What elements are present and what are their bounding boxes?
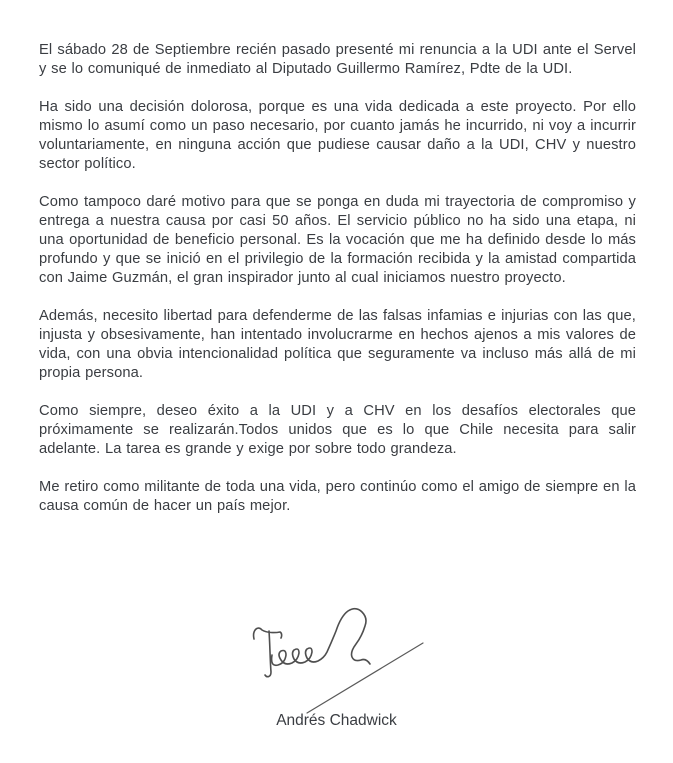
letter-paragraph-5: Como siempre, deseo éxito a la UDI y a CHV en los desafíos electorales que próximamente se realizarán.Todos unidos que es lo que Chile necesita para salir adelante. La tarea es grande y exige por sobre todo grandeza. [39,403,636,457]
letter-paragraph-4: Además, necesito libertad para defenderme de las falsas infamias e injurias con las que, injusta y obsesivamente, han intentado involucrarme en hechos ajenos a mis valores de vida, con una obvia intencionalidad política que seguramente va incluso más allá de mi propia persona. [39,308,636,381]
signature-tbar-stroke [254,628,282,639]
letter-paragraph-1: El sábado 28 de Septiembre recién pasado presenté mi renuncia a la UDI ante el Servel y se lo comuniqué de inmediato al Diputado Guillermo Ramírez, Pdte de la UDI. [39,42,636,77]
signature-loops-stroke [272,609,370,666]
letter-paragraph-2: Ha sido una decisión dolorosa, porque es una vida dedicada a este proyecto. Por ello mismo lo asumí como un paso necesario, por cuanto jamás he incurrido, ni voy a incurrir voluntariamente, en ninguna acción que pudiese causar daño a la UDI, CHV y nuestro sector político. [39,99,636,172]
letter-paragraph-3: Como tampoco daré motivo para que se ponga en duda mi trayectoria de compromiso y entrega a nuestra causa por casi 50 años. El servicio público no ha sido una etapa, ni una oportunidad de beneficio personal. Es la vocación que me ha definido desde lo más profundo y que se inició en el privilegio de la formación recibida y la amistad compartida con Jaime Guzmán, el gran inspirador junto al cual iniciamos nuestro proyecto. [39,194,636,286]
signature-vertical-stroke [265,631,271,677]
letter-paragraph-6: Me retiro como militante de toda una vida, pero continúo como el amigo de siempre en la causa común de hacer un país mejor. [39,479,636,514]
handwritten-signature-icon [230,595,450,725]
letter-body [39,41,636,535]
signatory-name: Andrés Chadwick [276,712,397,729]
signature-diagonal-stroke [307,643,423,713]
